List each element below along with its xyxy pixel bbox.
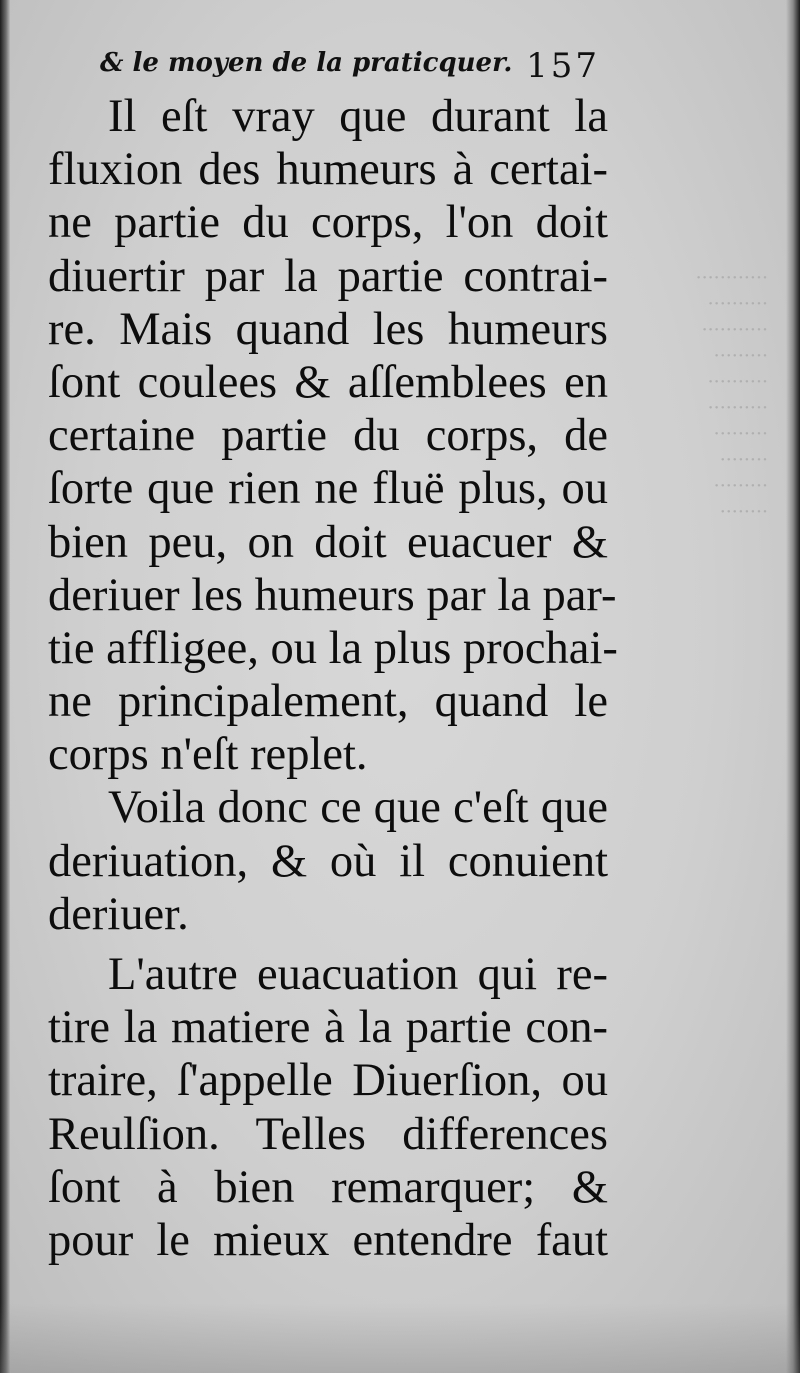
text-line: deriuer. [48,888,189,940]
text-line: fluxion des humeurs à certai- [48,144,608,196]
page-header [100,40,600,90]
text-line: L'autre euacuation qui re- [108,949,608,1000]
page-right-edge-shadow [786,0,800,1373]
text-line: Il eſt vray que durant la [108,91,608,142]
text-line: re. Mais quand les humeurs [48,303,608,355]
text-line: tire la matiere à la partie con- [48,1002,608,1054]
text-line: certaine partie du corps, de [48,410,608,462]
running-head: & le moyen de la praticquer. [100,48,513,78]
bleed-through-text: ············ ·········· ··········· ········· ·········· ·········· ········· ········ ········· ········ [695,267,768,523]
page-left-edge-shadow [0,0,10,1373]
text-line: ne partie du corps, l'on doit [48,197,608,249]
page-number: 157 [526,46,600,86]
text-line: Voila donc ce que c'eſt que [108,782,608,834]
text-line: ſorte que rien ne fluë plus, ou [48,463,608,515]
text-line: diuertir par la partie contrai- [48,250,608,302]
page-bottom-shade [0,1303,800,1373]
text-line: ſont à bien remarquer; & [48,1161,608,1213]
text-line: deriuation, & où il conuient [48,835,608,887]
paragraph-gap [48,941,608,948]
text-line: pour le mieux entendre faut [48,1214,608,1266]
text-line: ſont coulees & aſſemblees en [48,356,608,408]
text-line: deriuer les humeurs par la par- [48,569,617,621]
text-line: bien peu, on doit euacuer & [48,516,608,568]
text-line: Reulſion. Telles differences [48,1108,608,1160]
text-line: ne principalement, quand le [48,676,608,728]
text-line: tie affligee, ou la plus prochai- [48,622,618,674]
body-text [48,90,618,1267]
text-line: corps n'eſt replet. [48,729,368,781]
text-line: traire, ſ'appelle Diuerſion, ou [48,1055,608,1107]
